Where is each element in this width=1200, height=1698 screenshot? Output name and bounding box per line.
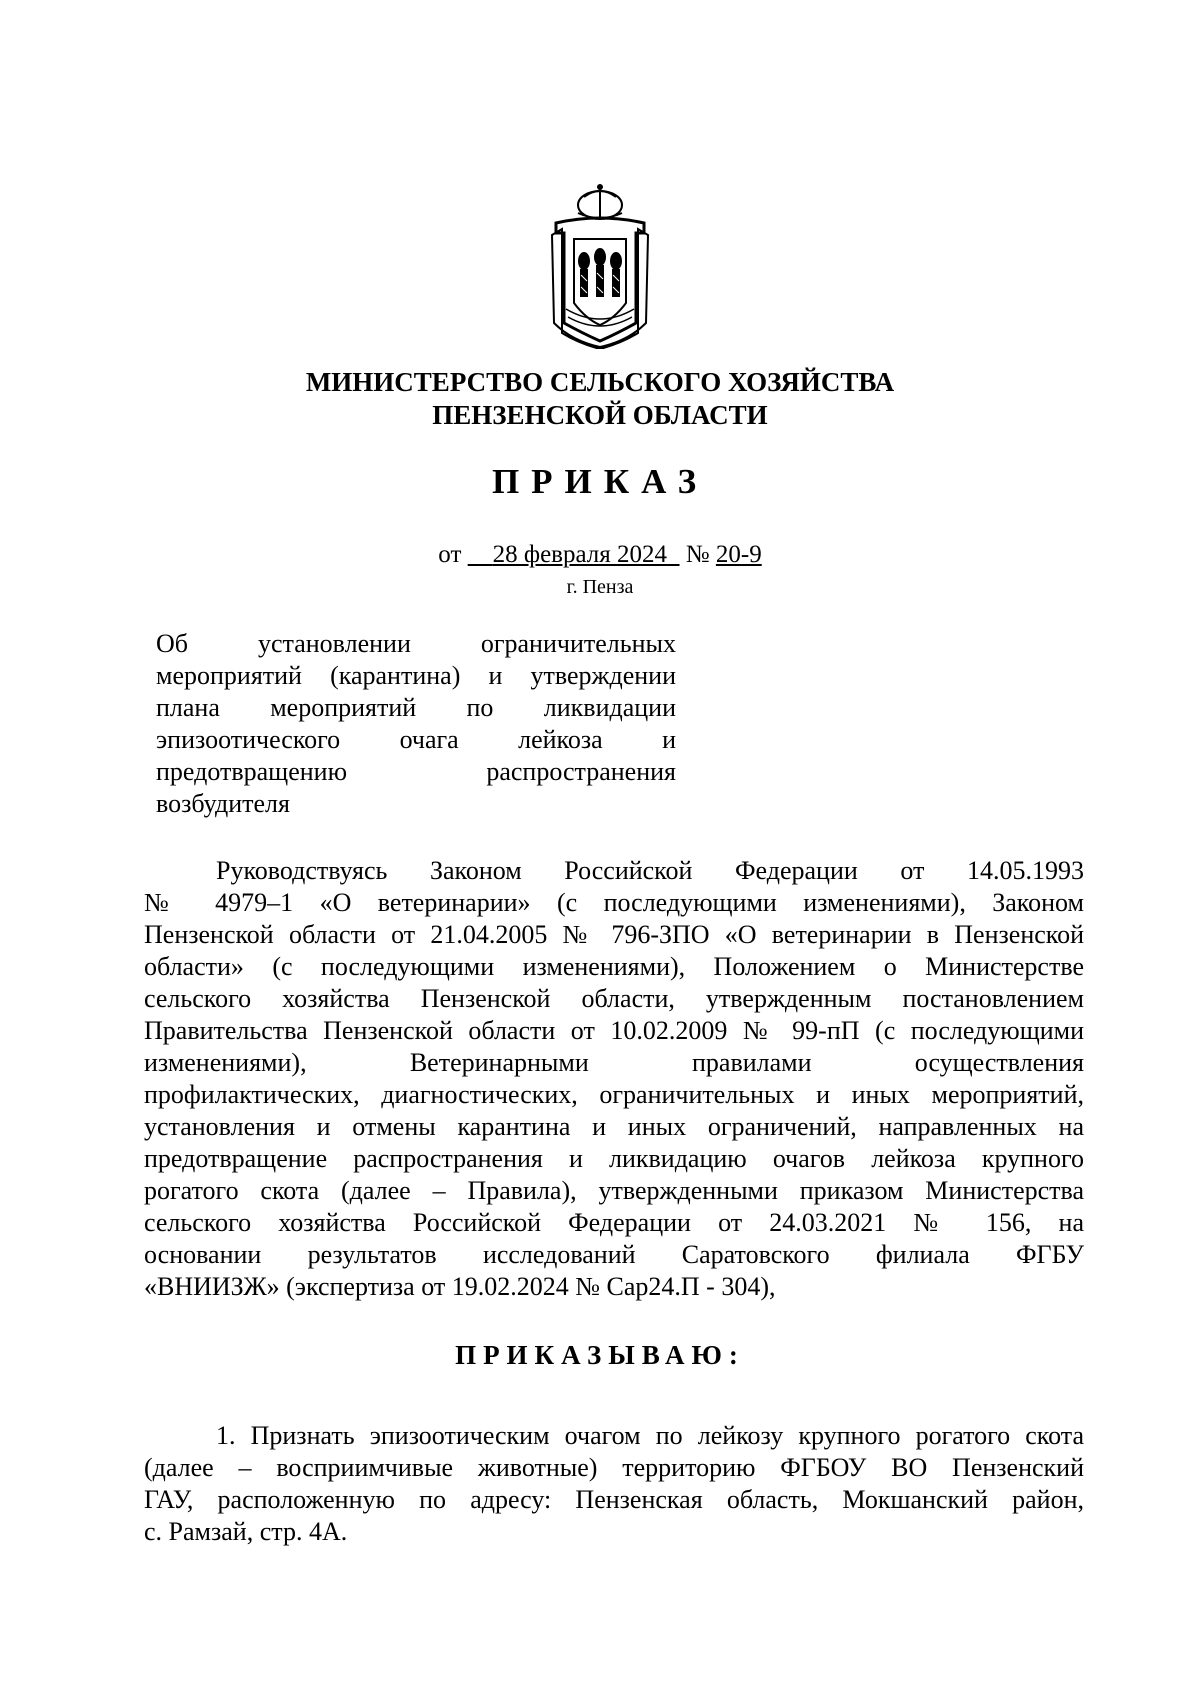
preamble-line: рогатого скота (далее – Правила), утвержденными приказом Министерства — [144, 1176, 1084, 1205]
order-subject — [156, 628, 676, 820]
preamble-line: Правительства Пензенской области от 10.02.2009 № 99-пП (с последующими — [144, 1016, 1084, 1045]
item-line: с. Рамзай, стр. 4А. — [144, 1517, 348, 1546]
ministry-name-line2: ПЕНЗЕНСКОЙ ОБЛАСТИ — [432, 400, 768, 430]
item-line: ГАУ, расположенную по адресу: Пензенская область, Мокшанский район, — [144, 1485, 1084, 1514]
document-number: 20-9 — [715, 541, 762, 568]
document-date: 28 февраля 2024 — [492, 541, 668, 568]
preamble-line: Пензенской области от 21.04.2005 № 796-ЗПО «О ветеринарии в Пензенской — [144, 920, 1084, 949]
subject-line: возбудителя — [156, 789, 290, 818]
preamble-line: профилактических, диагностических, ограничительных и иных мероприятий, — [144, 1080, 1084, 1109]
subject-line: плана мероприятий по ликвидации — [156, 693, 676, 722]
preamble-line: изменениями), Ветеринарными правилами осуществления — [144, 1048, 1084, 1077]
order-item-1 — [144, 1420, 1084, 1548]
preamble-line: «ВНИИЗЖ» (экспертиза от 19.02.2024 № Сар24.П - 304), — [144, 1272, 776, 1301]
number-label: № — [685, 541, 710, 568]
preamble-line: Руководствуясь Законом Российской Федерации от 14.05.1993 — [216, 856, 1084, 885]
preamble-line: основании результатов исследований Саратовского филиала ФГБУ — [144, 1240, 1084, 1269]
preamble-line: области» (с последующими изменениями), Положением о Министерстве — [144, 952, 1084, 981]
date-number-line — [0, 540, 1200, 570]
document-type-title: ПРИКАЗ — [491, 462, 709, 501]
coat-of-arms-emblem — [548, 183, 652, 349]
subject-line: мероприятий (карантина) и утверждении — [156, 661, 676, 690]
subject-line: предотвращению распространения — [156, 757, 676, 786]
subject-line: эпизоотического очага лейкоза и — [156, 725, 676, 754]
preamble-line: сельского хозяйства Пензенской области, утвержденным постановлением — [144, 984, 1084, 1013]
preamble-line: установления и отмены карантина и иных ограничений, направленных на — [144, 1112, 1084, 1141]
preamble-paragraph — [144, 855, 1084, 1303]
order-heading: ПРИКАЗЫВАЮ: — [455, 1340, 745, 1370]
city-line: г. Пенза — [566, 576, 634, 598]
item-line: (далее – восприимчивые животные) территорию ФГБОУ ВО Пензенский — [144, 1453, 1084, 1482]
item-line: 1. Признать эпизоотическим очагом по лейкозу крупного рогатого скота — [216, 1421, 1084, 1450]
preamble-line: сельского хозяйства Российской Федерации от 24.03.2021 № 156, на — [144, 1208, 1084, 1237]
preamble-line: № 4979–1 «О ветеринарии» (с последующими изменениями), Законом — [144, 888, 1084, 917]
subject-line: Об установлении ограничительных — [156, 629, 676, 658]
ministry-name-line1: МИНИСТЕРСТВО СЕЛЬСКОГО ХОЗЯЙСТВА — [305, 367, 895, 397]
from-label: от — [438, 541, 462, 568]
preamble-line: предотвращение распространения и ликвидацию очагов лейкоза крупного — [144, 1144, 1084, 1173]
